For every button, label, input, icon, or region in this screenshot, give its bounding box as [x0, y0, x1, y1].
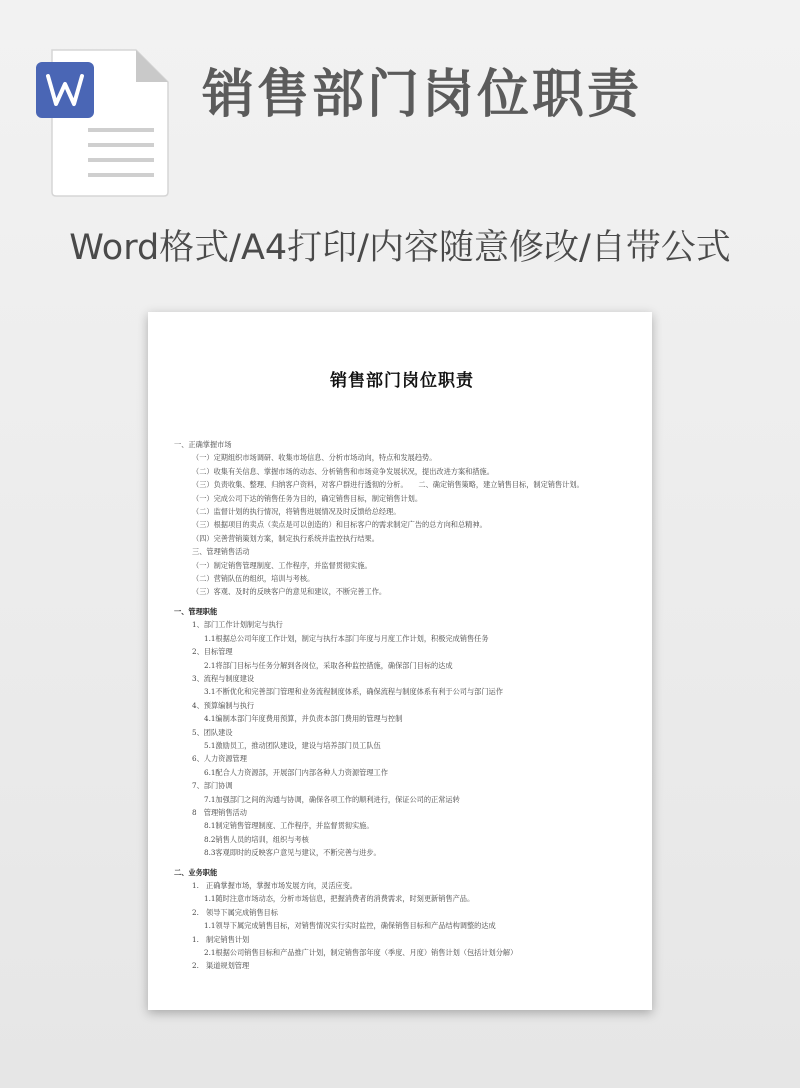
list-item: （三）负责收集、整理、归纳客户资料，对客户群进行透彻的分析。 二、确定销售策略，建立销售目标，制定销售计划。 — [192, 480, 584, 490]
section-heading: 三、管理销售活动 — [192, 547, 250, 557]
list-item: （四）完善营销策划方案，制定执行系统并监控执行结果。 — [192, 533, 379, 543]
list-item: 5、团队建设 — [192, 727, 233, 737]
list-item-detail: 7.1加强部门之间的沟通与协调，确保各项工作的顺利进行，保证公司的正常运转 — [204, 794, 460, 804]
list-item: （三）客观、及时的反映客户的意见和建议，不断完善工作。 — [192, 587, 387, 597]
list-item-detail: 2.1根据公司销售目标和产品推广计划，制定销售部年度（季度、月度）销售计划（包括计划分解） — [204, 948, 518, 958]
list-item: 7、部门协调 — [192, 781, 233, 791]
list-item-detail: 1.1领导下属完成销售目标，对销售情况实行实时监控，确保销售目标和产品结构调整的达成 — [204, 921, 496, 931]
list-item-detail: 5.1激励员工，推动团队建设，建设与培养部门员工队伍 — [204, 740, 381, 750]
document-preview — [148, 312, 652, 1010]
list-item: 8 管理销售活动 — [192, 807, 247, 817]
list-item-detail: 3.1不断优化和完善部门管理和业务流程制度体系，确保流程与制度体系有利于公司与部门运作 — [204, 687, 503, 697]
list-item-detail: 8.3客观即时的反映客户意见与建议，不断完善与进步。 — [204, 848, 381, 858]
list-item: 1. 制定销售计划 — [192, 934, 250, 944]
list-item-detail: 1.1随时注意市场动态，分析市场信息，把握消费者的消费需求，时刻更新销售产品。 — [204, 894, 475, 904]
document-title: 销售部门岗位职责 — [330, 371, 474, 391]
section-heading: 二、业务职能 — [174, 867, 218, 877]
word-file-icon — [36, 46, 172, 198]
list-item: （二）收集有关信息、掌握市场的动态、分析销售和市场竞争发展状况，提出改进方案和措施。 — [192, 466, 494, 476]
list-item: 2. 领导下属完成销售目标 — [192, 907, 278, 917]
list-item: 1. 正确掌握市场，掌握市场发展方向，灵活应变。 — [192, 881, 357, 890]
list-item-detail: 1.1根据总公司年度工作计划，制定与执行本部门年度与月度工作计划，积极完成销售任务 — [204, 633, 489, 643]
list-item-detail: 2.1将部门目标与任务分解到各岗位，采取各种监控措施，确保部门目标的达成 — [204, 660, 453, 670]
list-item: （三）根据项目的卖点（卖点是可以创造的）和目标客户的需求制定广告的总方向和总精神。 — [192, 520, 487, 530]
list-item: 4、预算编制与执行 — [192, 700, 255, 710]
list-item-detail: 4.1编制本部门年度费用预算，并负责本部门费用的管理与控制 — [204, 714, 403, 724]
list-item: 2、目标管理 — [192, 647, 233, 657]
list-item: 3、流程与制度建设 — [192, 673, 255, 683]
list-item: （二）营销队伍的组织，培训与考核。 — [192, 574, 315, 584]
list-item: （二）监督计划的执行情况，将销售进展情况及时反馈给总经理。 — [192, 507, 401, 517]
section-heading: 一、正确掌握市场 — [174, 440, 232, 449]
list-item-detail: 6.1配合人力资源部，开展部门内部各种人力资源管理工作 — [204, 767, 388, 777]
list-item: （一）完成公司下达的销售任务为目的，确定销售目标，制定销售计划。 — [192, 493, 423, 503]
list-item: （一）制定销售管理制度、工作程序，并监督贯彻实施。 — [192, 560, 372, 570]
list-item-detail: 8.1制定销售管理制度、工作程序，并监督贯彻实施。 — [204, 821, 374, 831]
page-subtitle: Word格式/A4打印/内容随意修改/自带公式 — [69, 228, 731, 268]
list-item: （一）定期组织市场调研、收集市场信息、分析市场动向，特点和发展趋势。 — [192, 453, 437, 463]
list-item: 1、部门工作计划制定与执行 — [192, 620, 283, 630]
list-item: 6、人力资源管理 — [192, 754, 247, 764]
page-title: 销售部门岗位职责 — [202, 65, 643, 125]
section-heading: 一、管理职能 — [174, 606, 218, 616]
list-item-detail: 8.2销售人员的培训，组织与考核 — [204, 834, 309, 844]
list-item: 2. 渠道规划管理 — [192, 961, 250, 971]
